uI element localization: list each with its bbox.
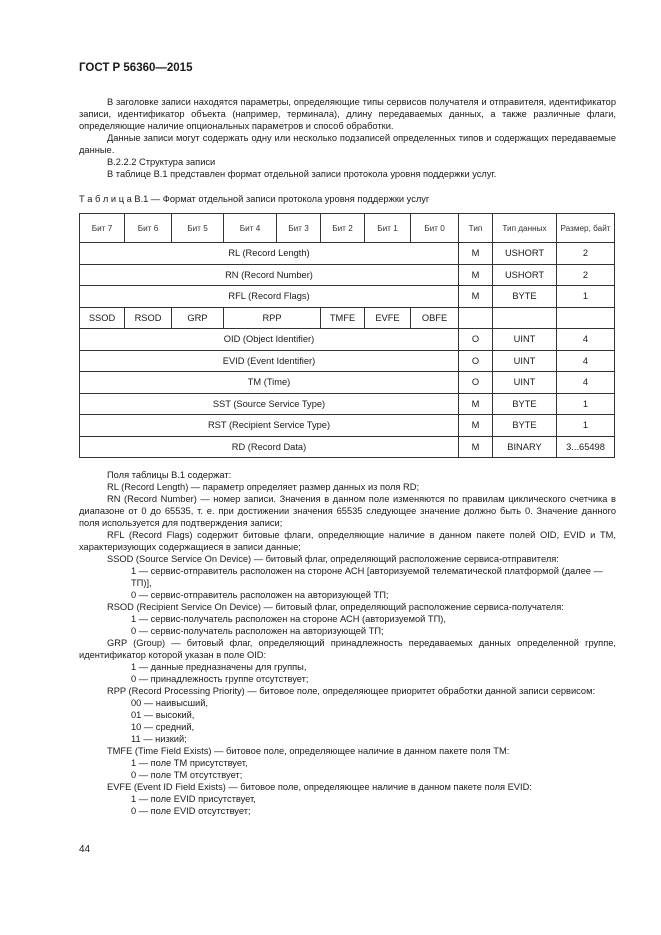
field-description: 1 — данные предназначены для группы, (131, 662, 307, 672)
header-cell: Тип данных (493, 214, 557, 243)
size-cell: 4 (557, 350, 615, 372)
field-description: 1 — сервис-получатель расположен на стороне АСН (авторизуемой ТП), (131, 614, 446, 624)
type-cell: M (459, 286, 493, 308)
empty-cell (493, 307, 557, 329)
field-cell: TM (Time) (80, 372, 459, 394)
field-description: 1 — поле EVID присутствует, (131, 794, 256, 804)
table-row (80, 329, 615, 351)
datatype-cell: BYTE (493, 393, 557, 415)
field-description: RPP (Record Processing Priority) — битовое поле, определяющее приоритет обработки данной записи сервисом: (107, 686, 596, 696)
field-cell: OID (Object Identifier) (80, 329, 459, 351)
flag-cell-ssod: SSOD (80, 307, 125, 329)
type-cell: M (459, 264, 493, 286)
field-cell: EVID (Event Identifier) (80, 350, 459, 372)
table-header-row (80, 214, 615, 243)
field-description: 0 — сервис-получатель расположен на авторизующей ТП; (131, 626, 384, 636)
flags-row (80, 307, 615, 329)
flag-cell-tmfe: TMFE (321, 307, 365, 329)
type-cell: O (459, 329, 493, 351)
header-cell: Бит 3 (277, 214, 321, 243)
flag-cell-rpp: RPP (224, 307, 321, 329)
section-heading: В.2.2.2 Структура записи (107, 157, 216, 167)
field-description: RFL (Record Flags) содержит битовые флаги, определяющие наличие в данном пакете полей OID, EVID и TM, характеризующих содержащиеся в записи данные; (79, 530, 616, 552)
datatype-cell: BYTE (493, 286, 557, 308)
datatype-cell: UINT (493, 329, 557, 351)
table-row (80, 415, 615, 437)
type-cell: M (459, 415, 493, 437)
field-description: 0 — поле EVID отсутствует; (131, 806, 251, 816)
field-description: RSOD (Recipient Service On Device) — битовый флаг, определяющий расположение сервиса-получателя: (107, 602, 564, 612)
table-row (80, 264, 615, 286)
size-cell: 1 (557, 415, 615, 437)
empty-cell (557, 307, 615, 329)
intro-paragraph: В таблице В.1 представлен формат отдельной записи протокола уровня поддержки услуг. (107, 169, 497, 179)
intro-paragraph: В заголовке записи находятся параметры, определяющие типы сервисов получателя и отправителя, идентификатор записи, идентификатор объекта (например, терминала), длину передаваемых данных, а также различные флаги, определяющие наличие опциональных параметров и способ обработки. (79, 97, 616, 131)
table-caption: Т а б л и ц а В.1 — Формат отдельной записи протокола уровня поддержки услуг (79, 194, 430, 204)
header-cell: Размер, байт (557, 214, 615, 243)
field-description: 0 — сервис-отправитель расположен на авторизующей ТП; (131, 590, 389, 600)
record-format-table (79, 213, 615, 458)
header-cell: Бит 0 (411, 214, 459, 243)
datatype-cell: BINARY (493, 436, 557, 458)
field-description: EVFE (Event ID Field Exists) — битовое поле, определяющее наличие в данном пакете поля EVID: (107, 782, 532, 792)
flag-cell-rsod: RSOD (125, 307, 172, 329)
field-description: Поля таблицы В.1 содержат: (107, 470, 232, 480)
size-cell: 2 (557, 243, 615, 265)
type-cell: M (459, 393, 493, 415)
field-descriptions (79, 469, 616, 817)
field-description: 00 — наивысший, (131, 698, 208, 708)
field-description: 1 — сервис-отправитель расположен на стороне АСН [авторизуемой телематической платформой (далее — ТП)], (131, 566, 603, 588)
intro-section (79, 96, 616, 180)
datatype-cell: BYTE (493, 415, 557, 437)
datatype-cell: USHORT (493, 264, 557, 286)
field-cell: RN (Record Number) (80, 264, 459, 286)
flag-cell-obfe: OBFE (411, 307, 459, 329)
intro-paragraph: Данные записи могут содержать одну или несколько подзаписей определенных типов и содержащих передаваемые данные. (79, 133, 616, 155)
type-cell: M (459, 436, 493, 458)
size-cell: 2 (557, 264, 615, 286)
type-cell: O (459, 350, 493, 372)
type-cell: O (459, 372, 493, 394)
empty-cell (459, 307, 493, 329)
field-cell: RD (Record Data) (80, 436, 459, 458)
size-cell: 1 (557, 393, 615, 415)
header-cell: Бит 4 (224, 214, 277, 243)
field-description: RN (Record Number) — номер записи. Значения в данном поле изменяются по правилам циклического счетчика в диапазоне от 0 до 65535, т. е. при достижении значения 65535 следующее значение должно быть 0. Значение данного поля используется для подтверждения записи; (79, 494, 616, 528)
field-description: 0 — поле TM отсутствует; (131, 770, 243, 780)
field-description: GRP (Group) — битовый флаг, определяющий принадлежность передаваемых данных определенной группе, идентификатор которой указан в поле OID: (79, 638, 616, 660)
header-cell: Бит 1 (365, 214, 411, 243)
field-description: 10 — средний, (131, 722, 195, 732)
field-cell: RST (Recipient Service Type) (80, 415, 459, 437)
table-row (80, 350, 615, 372)
field-description: SSOD (Source Service On Device) — битовый флаг, определяющий расположение сервиса-отправителя: (107, 554, 559, 564)
table-row (80, 393, 615, 415)
field-description: 01 — высокий, (131, 710, 195, 720)
datatype-cell: UINT (493, 372, 557, 394)
datatype-cell: UINT (493, 350, 557, 372)
field-cell: SST (Source Service Type) (80, 393, 459, 415)
header-cell: Бит 6 (125, 214, 172, 243)
flag-cell-evfe: EVFE (365, 307, 411, 329)
type-cell: M (459, 243, 493, 265)
table-row (80, 372, 615, 394)
size-cell: 3...65498 (557, 436, 615, 458)
datatype-cell: USHORT (493, 243, 557, 265)
field-description: 11 — низкий; (131, 734, 187, 744)
table-row (80, 243, 615, 265)
field-description: RL (Record Length) — параметр определяет размер данных из поля RD; (107, 482, 420, 492)
field-description: 0 — принадлежность группе отсутствует; (131, 674, 309, 684)
header-cell: Бит 7 (80, 214, 125, 243)
field-cell: RL (Record Length) (80, 243, 459, 265)
size-cell: 1 (557, 286, 615, 308)
size-cell: 4 (557, 372, 615, 394)
field-description: TMFE (Time Field Exists) — битовое поле, определяющее наличие в данном пакете поля TM: (107, 746, 510, 756)
size-cell: 4 (557, 329, 615, 351)
document-header: ГОСТ Р 56360—2015 (79, 62, 193, 74)
table-row (80, 436, 615, 458)
field-description: 1 — поле TM присутствует, (131, 758, 248, 768)
page-number: 44 (79, 844, 91, 855)
table-row (80, 286, 615, 308)
field-cell: RFL (Record Flags) (80, 286, 459, 308)
header-cell: Бит 5 (172, 214, 224, 243)
header-cell: Тип (459, 214, 493, 243)
header-cell: Бит 2 (321, 214, 365, 243)
flag-cell-grp: GRP (172, 307, 224, 329)
